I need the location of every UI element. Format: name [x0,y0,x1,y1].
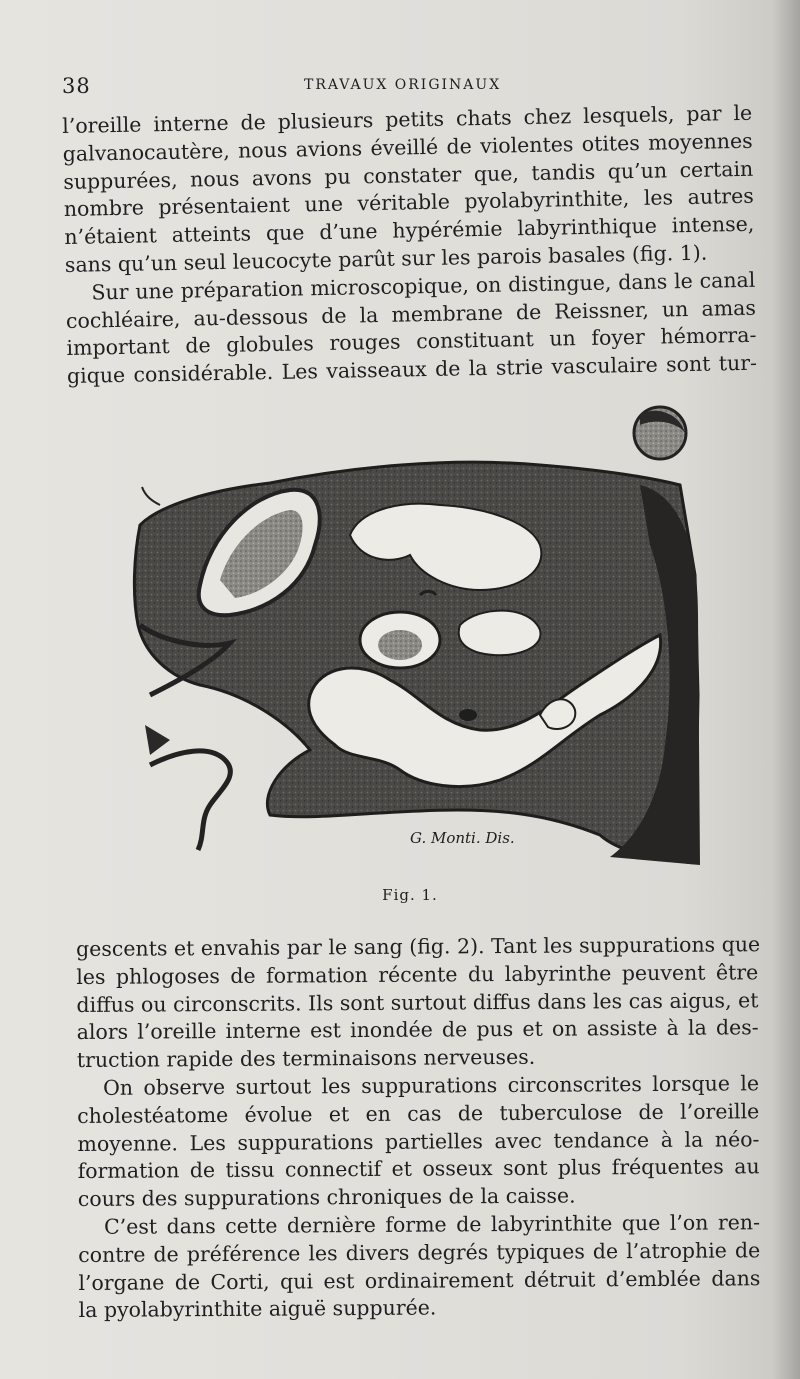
membrane-fragment [145,725,170,755]
page-header [62,70,760,100]
text-line: l’oreille interne de plusieurs petits chats chez lesquels, par le [62,100,753,138]
running-title: TRAVAUX ORIGINAUX [304,77,502,93]
text-line: moyenne. Les suppurations partielles avec tendance à la néo- [77,1126,760,1156]
body-text-bottom [76,931,761,1325]
text-line: cholestéatome évolue et en cas de tuberculose de l’oreille [77,1099,760,1128]
text-line: Sur une préparation microscopique, on distingue, dans le canal [91,267,756,305]
text-line: diffus ou circonscrits. Ils sont surtout diffus dans les cas aigus, et [76,987,759,1017]
text-line: n’étaient atteints que d’une hypérémie labyrinthique intense, [64,211,755,250]
text-line: gescents et envahis par le sang (fig. 2). Tant les suppurations que [76,932,761,961]
scala-cavity-small [459,611,541,656]
dark-spot [459,709,477,721]
hemorrhagic-focus [378,630,422,660]
page-number: 38 [62,74,91,98]
text-line: contre de préférence les divers degrés typiques de l’atrophie de [78,1237,761,1267]
text-line: alors l’oreille interne est inondée de pus et on assiste à la des- [76,1015,759,1045]
page-edge-shadow [772,0,800,1379]
text-line: nombre présentaient une véritable pyolabyrinthite, les autres [63,184,754,222]
text-line: gique considérable. Les vaisseaux de la strie vasculaire sont tur- [66,350,758,389]
text-line: important de globules rouges constituant un foyer hémorra- [66,323,757,361]
text-line: formation de tissu connectif et osseux sont plus fréquentes au [77,1154,760,1184]
cochlea-section-drawing [120,395,700,875]
text-line: la pyolabyrinthite aiguë suppurée. [78,1295,437,1323]
text-line: On observe surtout les suppurations circonscrites lorsque le [102,1071,760,1100]
body-text-top [62,100,757,391]
figure-1-micrograph [120,395,700,875]
text-line: sans qu’un seul leucocyte parût sur les parois basales (fig. 1). [64,240,708,277]
text-line: cours des suppurations chroniques de la caisse. [77,1183,576,1212]
figure-caption: Fig. 1. [382,886,438,904]
text-line: truction rapide des terminaisons nerveuses. [76,1044,536,1073]
text-line: C’est dans cette dernière forme de labyrinthite que l’on ren- [103,1210,761,1239]
text-line: cochléaire, au-dessous de la membrane de Reissner, un amas [65,295,757,333]
text-line: l’organe de Corti, qui est ordinairement détruit d’emblée dans [78,1265,761,1295]
membrane-thread [142,487,160,505]
text-line: les phlogoses de formation récente du labyrinthe peuvent être [76,960,759,989]
text-line: suppurées, nous avons pu constater que, tandis qu’un certain [63,156,754,194]
membrane-strand-lower [150,751,230,850]
artist-signature: G. Monti. Dis. [410,829,515,847]
text-line: galvanocautère, nous avions éveillé de violentes otites moyennes [62,128,753,166]
